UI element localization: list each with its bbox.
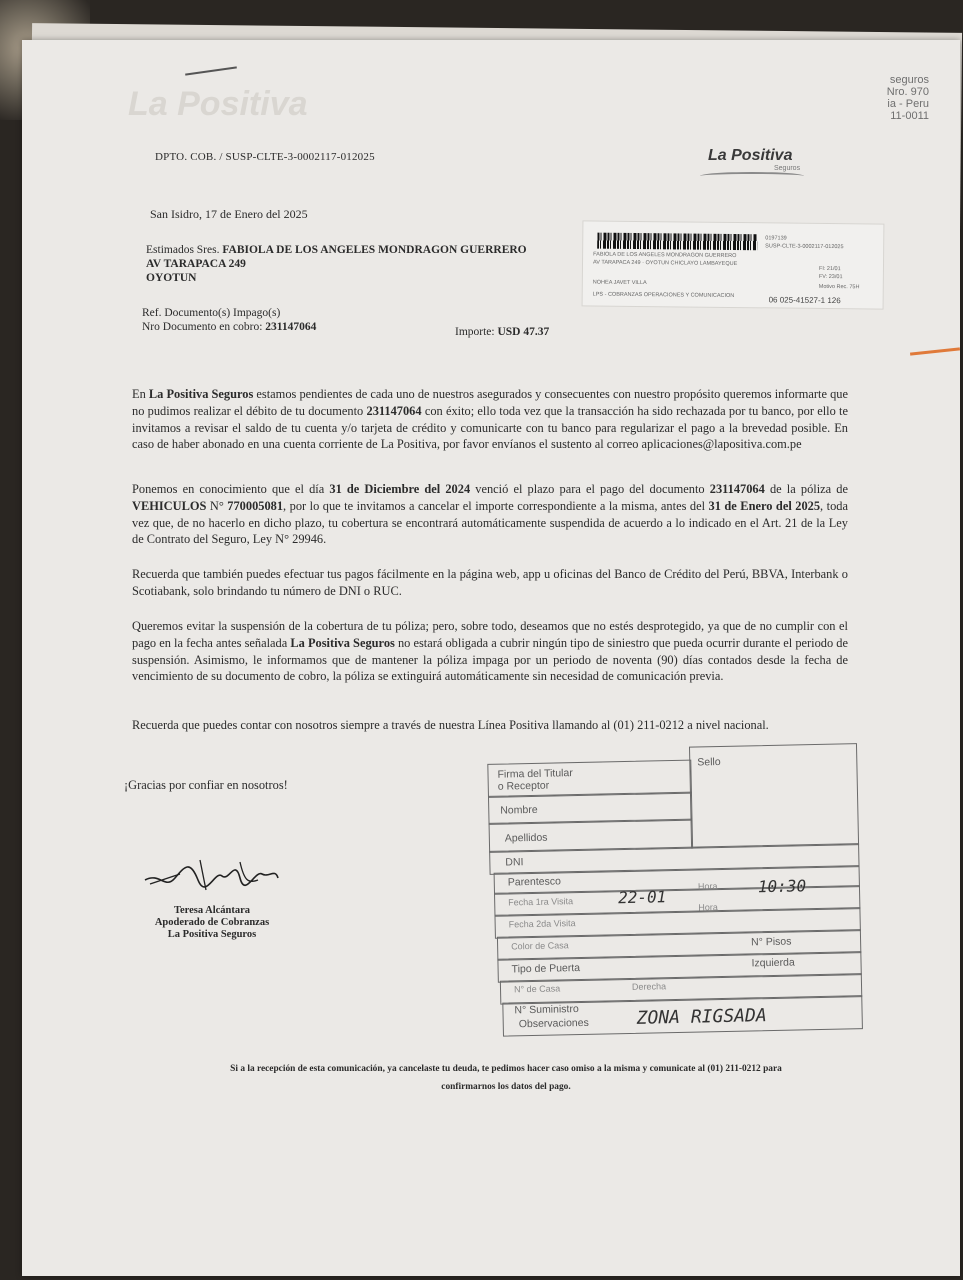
stamp-label-fecha1: Fecha 1ra Visita	[508, 896, 574, 908]
department-ref-code: DPTO. COB. / SUSP-CLTE-3-0002117-012025	[155, 151, 375, 163]
text-run: venció el plazo para el pago del documento	[470, 482, 710, 496]
signer-name: Teresa Alcántara	[173, 905, 251, 916]
amount-value: USD 47.37	[497, 326, 550, 338]
stamp-label-hora2: Hora	[698, 902, 718, 913]
stamp-label-puerta: Tipo de Puerta	[511, 962, 581, 976]
stamp-label-observaciones: Observaciones	[518, 1016, 589, 1031]
sticker-motivo: Motivo Rec. 75H	[818, 283, 860, 291]
handwritten-observation: ZONA RIGSADA	[636, 1005, 767, 1029]
paragraph-contact: Recuerda que puedes contar con nosotros siempre a través de nuestra Línea Positiva llamando al (01) 211-0212 a nivel nacional.	[132, 718, 769, 732]
stamp-label-sello: Sello	[697, 756, 721, 769]
stamp-label-nombre: Nombre	[500, 803, 538, 817]
company-name: La Positiva Seguros	[290, 635, 395, 650]
sticker-fv: FV: 23/01	[818, 273, 843, 281]
delivery-stamp	[477, 741, 873, 1041]
ghost-logo-watermark: La Positiva	[128, 85, 308, 123]
signer-role: Apoderado de Cobranzas	[154, 917, 270, 928]
stamp-label-pisos: N° Pisos	[750, 935, 792, 949]
signer-company: La Positiva Seguros	[167, 929, 257, 940]
payment-deadline: 31 de Enero del 2025	[708, 498, 821, 513]
doc-label: Nro Documento en cobro:	[142, 321, 263, 333]
corner-tag-line: Nro. 970	[886, 86, 929, 98]
corner-tag	[887, 74, 929, 122]
logo-swoosh	[700, 172, 804, 180]
sticker-fi: FI: 21/01	[818, 265, 841, 273]
paragraph-debit-failed	[132, 386, 848, 453]
text-run: En	[132, 387, 149, 401]
amount-block	[455, 326, 549, 338]
footer-line: Si a la recepción de esta comunicación, ya cancelaste tu deuda, te pedimos hacer caso omiso a la misma y comunicate al (01) 211-0212 para	[230, 1064, 782, 1074]
doc-number-inline: 231147064	[366, 403, 422, 418]
sticker-name: FABIOLA DE LOS ANGELES MONDRAGON GUERRERO	[593, 251, 737, 260]
company-name: La Positiva Seguros	[148, 387, 254, 401]
sticker-code: 0197139	[765, 235, 787, 242]
paragraph-suspension	[132, 618, 848, 685]
stamp-label-derecha: Derecha	[631, 981, 667, 992]
sticker-address: AV TARAPACA 249 · OYOTUN CHICLAYO LAMBAYEQUE	[592, 259, 738, 268]
stamp-label-fecha2: Fecha 2da Visita	[508, 918, 576, 930]
reference-block	[142, 306, 316, 334]
paragraph-payment-channels: Recuerda que también puedes efectuar tus pagos fácilmente en la página web, app u oficinas del Banco de Crédito del Perú, BBVA, Interbank o Scotiabank, solo brindando tu número de DNI o RUC.	[132, 567, 848, 598]
stamp-label-color: Color de Casa	[511, 940, 569, 952]
address-line: AV TARAPACA 249	[146, 258, 246, 270]
ref-line: Ref. Documento(s) Impago(s)	[142, 307, 281, 319]
sticker-number: 06 025-41527-1 126	[768, 295, 841, 306]
amount-label: Importe:	[455, 326, 495, 338]
stamp-label-apellidos: Apellidos	[504, 831, 548, 845]
text-run: de la póliza de	[764, 482, 848, 496]
city: OYOTUN	[146, 272, 197, 284]
policy-type: VEHICULOS	[132, 498, 207, 513]
stamp-label-firma: Firma del Titular	[497, 767, 573, 781]
sticker-area: LPS - COBRANZAS OPERACIONES Y COMUNICACION	[592, 291, 735, 300]
corner-tag-line: seguros	[889, 74, 929, 86]
stamp-label-suministro: N° Suministro	[514, 1003, 579, 1017]
handwritten-visit-time: 10:30	[757, 876, 807, 897]
paragraph-deadline	[132, 481, 848, 548]
thanks-line: ¡Gracias por confiar en nosotros!	[124, 778, 288, 792]
sticker-ref: SUSP-CLTE-3-0002117-012025	[765, 243, 844, 251]
text-run: Ponemos en conocimiento que el día	[132, 482, 330, 496]
recipient-address	[146, 243, 527, 285]
date-line: San Isidro, 17 de Enero del 2025	[150, 207, 308, 221]
corner-tag-line: ia - Peru	[887, 98, 929, 110]
handwritten-visit-date: 22-01	[617, 887, 667, 908]
signer-block	[132, 905, 292, 941]
footer-note	[138, 1060, 874, 1096]
doc-number: 231147064	[265, 321, 317, 333]
recipient-name: FABIOLA DE LOS ANGELES MONDRAGON GUERRERO	[222, 244, 527, 256]
policy-number: 770005081	[227, 498, 284, 513]
text-run: , por lo que te invitamos a cancelar el importe correspondiente a la misma, antes del	[283, 498, 709, 513]
stamp-label-ncasa: N° de Casa	[513, 983, 561, 995]
company-logo-subtitle: Seguros	[774, 165, 801, 172]
text-run: , toda vez que, de no hacerlo en dicho plazo, tu cobertura se encontrará automáticamente suspendida de acuerdo a lo indicado en el Art. 21 de la Ley de Contrato del Seguro, Ley N° 29946.	[132, 498, 848, 547]
footer-line: confirmarnos los datos del pago.	[441, 1082, 571, 1092]
sticker-courier: NOHEA JAVET VILLA	[592, 279, 647, 287]
stamp-label-dni: DNI	[505, 856, 524, 869]
text-run: N°	[206, 498, 228, 513]
text-run: Queremos evitar la suspensión de la cobertura de tu póliza; pero, sobre todo, deseamos que no estés desprotegido, ya que de no cumplir con el pago en la fecha antes señalada	[132, 619, 848, 650]
stamp-label-receptor: o Receptor	[497, 779, 550, 793]
due-date: 31 de Diciembre del 2024	[329, 482, 471, 496]
greeting-prefix: Estimados Sres.	[146, 244, 220, 256]
barcode-icon	[597, 233, 757, 251]
doc-number-inline: 231147064	[709, 482, 765, 496]
stamp-label-hora1: Hora	[697, 881, 718, 892]
stamp-label-parentesco: Parentesco	[507, 875, 562, 889]
corner-tag-line: 11-0011	[890, 110, 929, 122]
text-run: con éxito; ello toda vez que la transacción ha sido rechazada por tu banco, por ello te invitamos a revisar el saldo de tu cuenta y/o tarjeta de crédito y comunicarte con tu banco para regularizar el pago a la brevedad posible. En caso de haber abonado en una cuenta corriente de La Positiva, por favor envíanos el sustento al correo aplicaciones@lapositiva.com.pe	[132, 403, 848, 452]
text-run: no estará obligada a cubrir ningún tipo de siniestro que pueda ocurrir durante el periodo de suspensión. Asimismo, le informamos que de mantener la póliza impaga por un periodo de noventa (90) días contados desde la fecha de vencimiento de su documento de cobro, la póliza se extinguirá automáticamente sin necesidad de comunicación previa.	[132, 635, 848, 684]
stamp-label-izquierda: Izquierda	[751, 956, 795, 970]
barcode-sticker	[582, 220, 885, 309]
text-run: estamos pendientes de cada uno de nuestros asegurados y consecuentes con nuestro propósito queremos informarte que no pudimos realizar el débito de tu documento	[132, 387, 848, 418]
company-logo: La Positiva	[708, 147, 793, 164]
signature-image	[140, 850, 290, 900]
